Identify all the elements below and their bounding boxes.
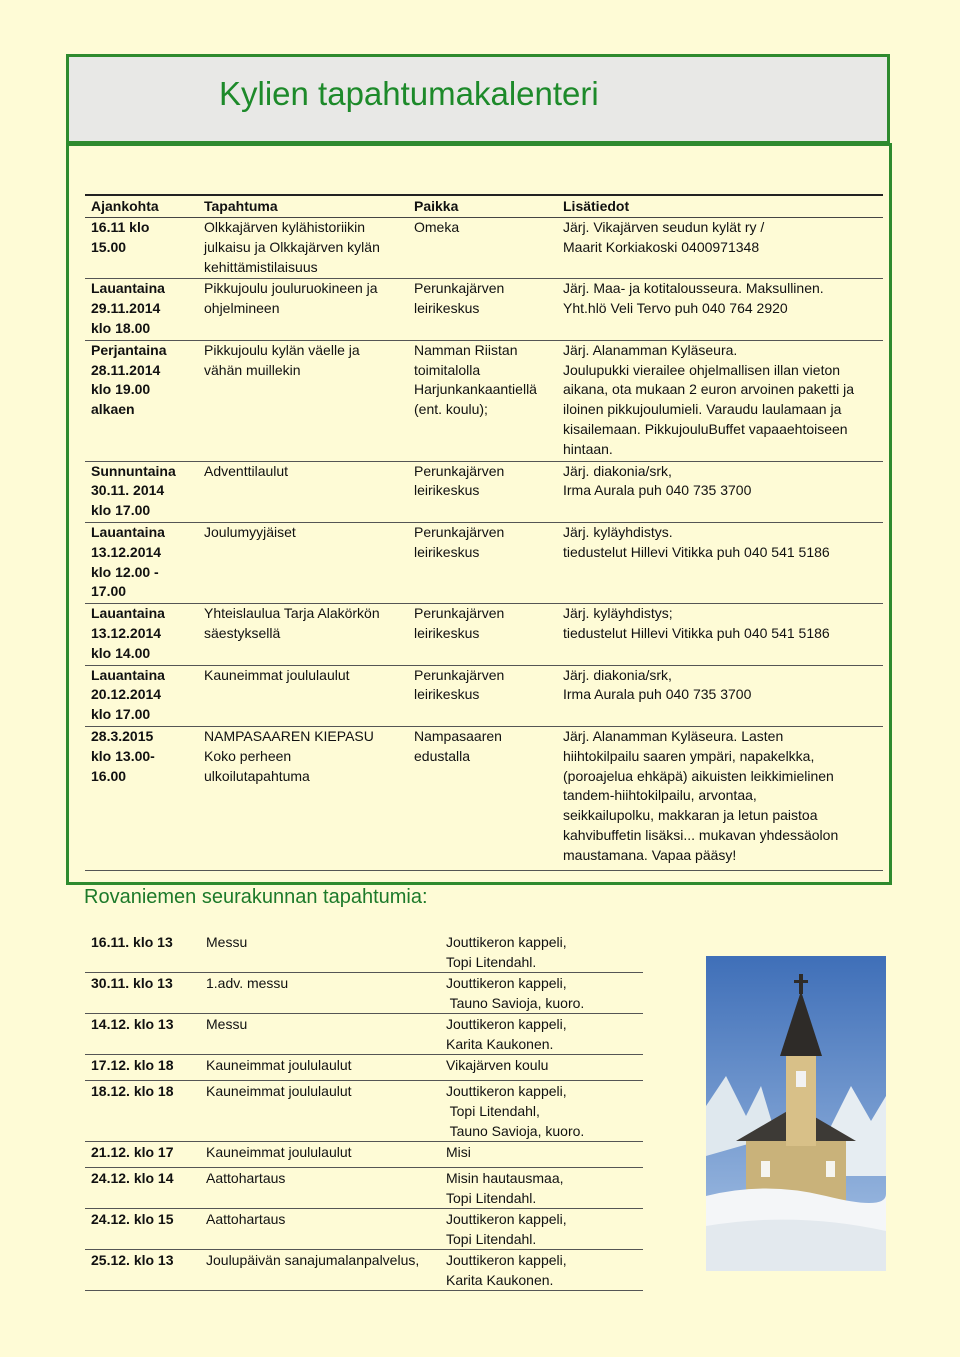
parish-place bbox=[446, 1142, 646, 1162]
event-place-line: leirikeskus bbox=[414, 624, 480, 641]
event-date-line: 15.00 bbox=[91, 238, 127, 255]
event-date-line: klo 19.00 bbox=[91, 381, 151, 398]
event-info-line: aikana, ota mukaan 2 euron arvoinen paketti ja bbox=[563, 381, 855, 398]
parish-place bbox=[446, 932, 646, 972]
event-info-line: kisailemaan. PikkujouluBuffet vapaaehtoiseen bbox=[563, 420, 848, 437]
parish-place bbox=[446, 1168, 646, 1208]
parish-date: 24.12. klo 15 bbox=[91, 1211, 174, 1227]
parish-place-line: Jouttikeron kappeli, bbox=[446, 975, 567, 991]
event-date-line: klo 14.00 bbox=[91, 644, 151, 661]
event-name-line: ulkoilutapahtuma bbox=[204, 767, 310, 784]
event-name-line: Joulumyyjäiset bbox=[204, 523, 296, 540]
event-info-line: Järj. Alanamman Kyläseura. bbox=[563, 341, 738, 358]
parish-place-line: Jouttikeron kappeli, bbox=[446, 1252, 567, 1268]
parish-place-line: Topi Litendahl. bbox=[446, 954, 537, 970]
event-date-line: klo 12.00 - bbox=[91, 563, 159, 580]
event-info-line: hintaan. bbox=[563, 440, 613, 457]
event-name-line: Pikkujoulu kylän väelle ja bbox=[204, 341, 360, 358]
parish-row bbox=[85, 932, 643, 973]
event-name-line: ohjelmineen bbox=[204, 300, 280, 317]
event-name-line: Pikkujoulu jouluruokineen ja bbox=[204, 280, 378, 297]
event-name-line: säestyksellä bbox=[204, 624, 281, 641]
event-place-line: Perunkajärven bbox=[414, 666, 505, 683]
event-info-line: iloinen pikkujoulumieli. Varaudu laulamaan ja bbox=[563, 401, 842, 418]
event-info bbox=[563, 666, 883, 706]
event-place-line: leirikeskus bbox=[414, 543, 480, 560]
event-date-line: 29.11.2014 bbox=[91, 300, 161, 317]
parish-date: 24.12. klo 14 bbox=[91, 1170, 174, 1186]
event-date-line: 17.00 bbox=[91, 583, 127, 600]
church-photo bbox=[706, 956, 886, 1271]
event-info-line: Järj. Vikajärven seudun kylät ry / bbox=[563, 219, 765, 235]
event-place-line: Nampasaaren bbox=[414, 727, 502, 744]
parish-row bbox=[85, 1168, 643, 1209]
parish-table bbox=[85, 932, 643, 1291]
parish-place-line: Topi Litendahl, bbox=[446, 1103, 540, 1119]
parish-row bbox=[85, 1250, 643, 1291]
event-date bbox=[91, 604, 201, 663]
event-name-line: Olkkajärven kylähistoriikin bbox=[204, 219, 366, 235]
event-name-line: Kauneimmat joululaulut bbox=[204, 666, 350, 683]
event-name bbox=[204, 727, 409, 786]
event-name-line: NAMPASAAREN KIEPASU bbox=[204, 727, 374, 744]
event-place bbox=[414, 279, 562, 319]
event-row bbox=[85, 523, 883, 604]
event-place-line: (ent. koulu); bbox=[414, 401, 488, 418]
parish-row bbox=[85, 973, 643, 1014]
event-date-line: klo 17.00 bbox=[91, 502, 151, 519]
event-info-line: maustamana. Vapaa pääsy! bbox=[563, 846, 737, 863]
page-title: Kylien tapahtumakalenteri bbox=[219, 75, 599, 112]
event-info-line: Järj. kyläyhdistys. bbox=[563, 523, 673, 540]
event-row bbox=[85, 462, 883, 523]
event-name-line: kehittämistilaisuus bbox=[204, 258, 318, 275]
event-info bbox=[563, 218, 883, 258]
event-place bbox=[414, 462, 562, 502]
event-date-line: 13.12.2014 bbox=[91, 543, 162, 560]
parish-event: 1.adv. messu bbox=[206, 975, 289, 991]
event-date-line: 28.3.2015 bbox=[91, 727, 154, 744]
parish-date: 14.12. klo 13 bbox=[91, 1016, 174, 1032]
event-place bbox=[414, 523, 562, 563]
parish-place-line: Karita Kaukonen. bbox=[446, 1036, 554, 1052]
parish-event: Messu bbox=[206, 1016, 248, 1032]
parish-date: 25.12. klo 13 bbox=[91, 1252, 174, 1268]
event-info-line: tiedustelut Hillevi Vitikka puh 040 541 5186 bbox=[563, 624, 830, 641]
event-info-line: Yht.hlö Veli Tervo puh 040 764 2920 bbox=[563, 300, 788, 317]
header-ajankohta: Ajankohta bbox=[91, 198, 159, 214]
title-box bbox=[66, 54, 890, 144]
event-info-line: Järj. diakonia/srk, bbox=[563, 666, 672, 683]
event-date bbox=[91, 218, 201, 258]
event-place bbox=[414, 604, 562, 644]
event-date-line: klo 17.00 bbox=[91, 706, 151, 723]
parish-row bbox=[85, 1014, 643, 1055]
event-date-line: Lauantaina bbox=[91, 666, 165, 683]
events-table bbox=[85, 194, 883, 871]
event-date bbox=[91, 341, 201, 420]
event-place-line: Perunkajärven bbox=[414, 605, 505, 622]
event-info-line: Järj. diakonia/srk, bbox=[563, 462, 672, 479]
event-info bbox=[563, 604, 883, 644]
event-place-line: toimitalolla bbox=[414, 361, 481, 378]
event-name-line: vähän muillekin bbox=[204, 361, 301, 378]
parish-event: Aattohartaus bbox=[206, 1170, 286, 1186]
event-name bbox=[204, 604, 409, 644]
parish-place-line: Jouttikeron kappeli, bbox=[446, 1083, 567, 1099]
event-info-line: hiihtokilpailu saaren ympäri, napakelkka, bbox=[563, 747, 815, 764]
event-date-line: Sunnuntaina bbox=[91, 462, 176, 479]
event-info-line: seikkailupolku, makkaran ja letun paistoa bbox=[563, 807, 818, 824]
parish-place-line: Jouttikeron kappeli, bbox=[446, 934, 567, 950]
parish-place bbox=[446, 1209, 646, 1249]
event-place-line: Harjunkankaantiellä bbox=[414, 381, 537, 398]
event-info-line: tandem-hiihtokilpailu, arvontaa, bbox=[563, 787, 757, 804]
parish-heading: Rovaniemen seurakunnan tapahtumia: bbox=[84, 886, 428, 908]
event-place-line: Namman Riistan bbox=[414, 341, 518, 358]
parish-place-line: Vikajärven koulu bbox=[446, 1057, 549, 1073]
event-info-line: Järj. kyläyhdistys; bbox=[563, 605, 673, 622]
event-date-line: Lauantaina bbox=[91, 605, 165, 622]
event-row bbox=[85, 279, 883, 340]
event-date-line: 30.11. 2014 bbox=[91, 482, 165, 499]
parish-event: Messu bbox=[206, 934, 248, 950]
parish-date: 17.12. klo 18 bbox=[91, 1057, 174, 1073]
event-date-line: 16.00 bbox=[91, 767, 127, 784]
event-place-line: leirikeskus bbox=[414, 482, 480, 499]
event-info-line: Irma Aurala puh 040 735 3700 bbox=[563, 482, 752, 499]
parish-date: 30.11. klo 13 bbox=[91, 975, 173, 991]
parish-place-line: Misi bbox=[446, 1144, 471, 1160]
parish-event: Kauneimmat joululaulut bbox=[206, 1144, 352, 1160]
event-name bbox=[204, 666, 409, 686]
event-date-line: 20.12.2014 bbox=[91, 686, 162, 703]
event-date bbox=[91, 462, 201, 521]
event-date-line: 16.11 klo bbox=[91, 219, 150, 235]
event-info bbox=[563, 727, 883, 866]
parish-place-line: Topi Litendahl. bbox=[446, 1190, 537, 1206]
event-row bbox=[85, 341, 883, 462]
event-row bbox=[85, 666, 883, 727]
header-tapahtuma: Tapahtuma bbox=[204, 198, 278, 214]
header-paikka: Paikka bbox=[414, 198, 459, 214]
event-info bbox=[563, 523, 883, 563]
event-date bbox=[91, 727, 201, 786]
parish-place-line: Jouttikeron kappeli, bbox=[446, 1211, 567, 1227]
event-place-line: Perunkajärven bbox=[414, 280, 505, 297]
event-row bbox=[85, 727, 883, 871]
parish-place bbox=[446, 1250, 646, 1290]
event-info-line: Järj. Alanamman Kyläseura. Lasten bbox=[563, 727, 784, 744]
event-date-line: alkaen bbox=[91, 401, 135, 418]
parish-event: Kauneimmat joululaulut bbox=[206, 1083, 352, 1099]
event-date bbox=[91, 523, 201, 602]
event-info bbox=[563, 279, 883, 319]
event-name-line: Yhteislaulua Tarja Alakörkön bbox=[204, 605, 380, 622]
event-date-line: klo 18.00 bbox=[91, 319, 151, 336]
parish-place-line: Jouttikeron kappeli, bbox=[446, 1016, 567, 1032]
event-name-line: Adventtilaulut bbox=[204, 462, 289, 479]
event-name bbox=[204, 341, 409, 381]
event-place-line: leirikeskus bbox=[414, 300, 480, 317]
event-place-line: edustalla bbox=[414, 747, 471, 764]
event-date-line: 13.12.2014 bbox=[91, 624, 162, 641]
event-name-line: julkaisu ja Olkkajärven kylän bbox=[204, 238, 380, 255]
events-header-row bbox=[85, 194, 883, 218]
parish-event: Joulupäivän sanajumalanpalvelus, bbox=[206, 1252, 420, 1268]
event-info bbox=[563, 462, 883, 502]
event-place-line: Perunkajärven bbox=[414, 523, 505, 540]
parish-place-line: Tauno Savioja, kuoro. bbox=[446, 1123, 585, 1139]
church-illustration bbox=[706, 956, 886, 1271]
event-info bbox=[563, 341, 883, 460]
header-lisatiedot: Lisätiedot bbox=[563, 198, 630, 214]
event-date bbox=[91, 279, 201, 338]
event-name bbox=[204, 218, 409, 277]
event-info-line: Järj. Maa- ja kotitalousseura. Maksullinen. bbox=[563, 280, 824, 297]
event-place-line: Perunkajärven bbox=[414, 462, 505, 479]
event-place bbox=[414, 727, 562, 767]
event-info-line: Joulupukki vierailee ohjelmallisen illan vieton bbox=[563, 361, 841, 378]
event-place-line: leirikeskus bbox=[414, 686, 480, 703]
event-row bbox=[85, 218, 883, 279]
parish-place bbox=[446, 973, 646, 1013]
parish-place-line: Topi Litendahl. bbox=[446, 1231, 537, 1247]
parish-event: Aattohartaus bbox=[206, 1211, 286, 1227]
event-date-line: Lauantaina bbox=[91, 280, 165, 297]
parish-date: 18.12. klo 18 bbox=[91, 1083, 174, 1099]
parish-row bbox=[85, 1142, 643, 1168]
event-date-line: klo 13.00- bbox=[91, 747, 155, 764]
event-date bbox=[91, 666, 201, 725]
parish-date: 16.11. klo 13 bbox=[91, 934, 173, 950]
event-name bbox=[204, 279, 409, 319]
event-name bbox=[204, 523, 409, 543]
parish-event: Kauneimmat joululaulut bbox=[206, 1057, 352, 1073]
event-info-line: kahvibuffetin lisäksi... mukavan yhdessäolon bbox=[563, 826, 839, 843]
event-date-line: Lauantaina bbox=[91, 523, 165, 540]
parish-place bbox=[446, 1055, 646, 1075]
parish-place bbox=[446, 1014, 646, 1054]
event-info-line: (poroajelua ehkäpä) aikuisten leikkimielinen bbox=[563, 767, 834, 784]
event-date-line: Perjantaina bbox=[91, 341, 167, 358]
event-info-line: Maarit Korkiakoski 0400971348 bbox=[563, 238, 760, 255]
parish-date: 21.12. klo 17 bbox=[91, 1144, 174, 1160]
parish-place bbox=[446, 1081, 646, 1141]
parish-place-line: Tauno Savioja, kuoro. bbox=[446, 995, 585, 1011]
event-info-line: tiedustelut Hillevi Vitikka puh 040 541 5186 bbox=[563, 543, 830, 560]
parish-row bbox=[85, 1209, 643, 1250]
event-place-line: Omeka bbox=[414, 219, 460, 235]
event-row bbox=[85, 604, 883, 665]
parish-row bbox=[85, 1081, 643, 1142]
event-place bbox=[414, 666, 562, 706]
parish-row bbox=[85, 1055, 643, 1081]
event-info-line: Irma Aurala puh 040 735 3700 bbox=[563, 686, 752, 703]
event-place bbox=[414, 341, 562, 420]
event-place bbox=[414, 218, 562, 238]
event-date-line: 28.11.2014 bbox=[91, 361, 161, 378]
parish-place-line: Karita Kaukonen. bbox=[446, 1272, 554, 1288]
event-name bbox=[204, 462, 409, 482]
parish-place-line: Misin hautausmaa, bbox=[446, 1170, 564, 1186]
event-name-line: Koko perheen bbox=[204, 747, 292, 764]
